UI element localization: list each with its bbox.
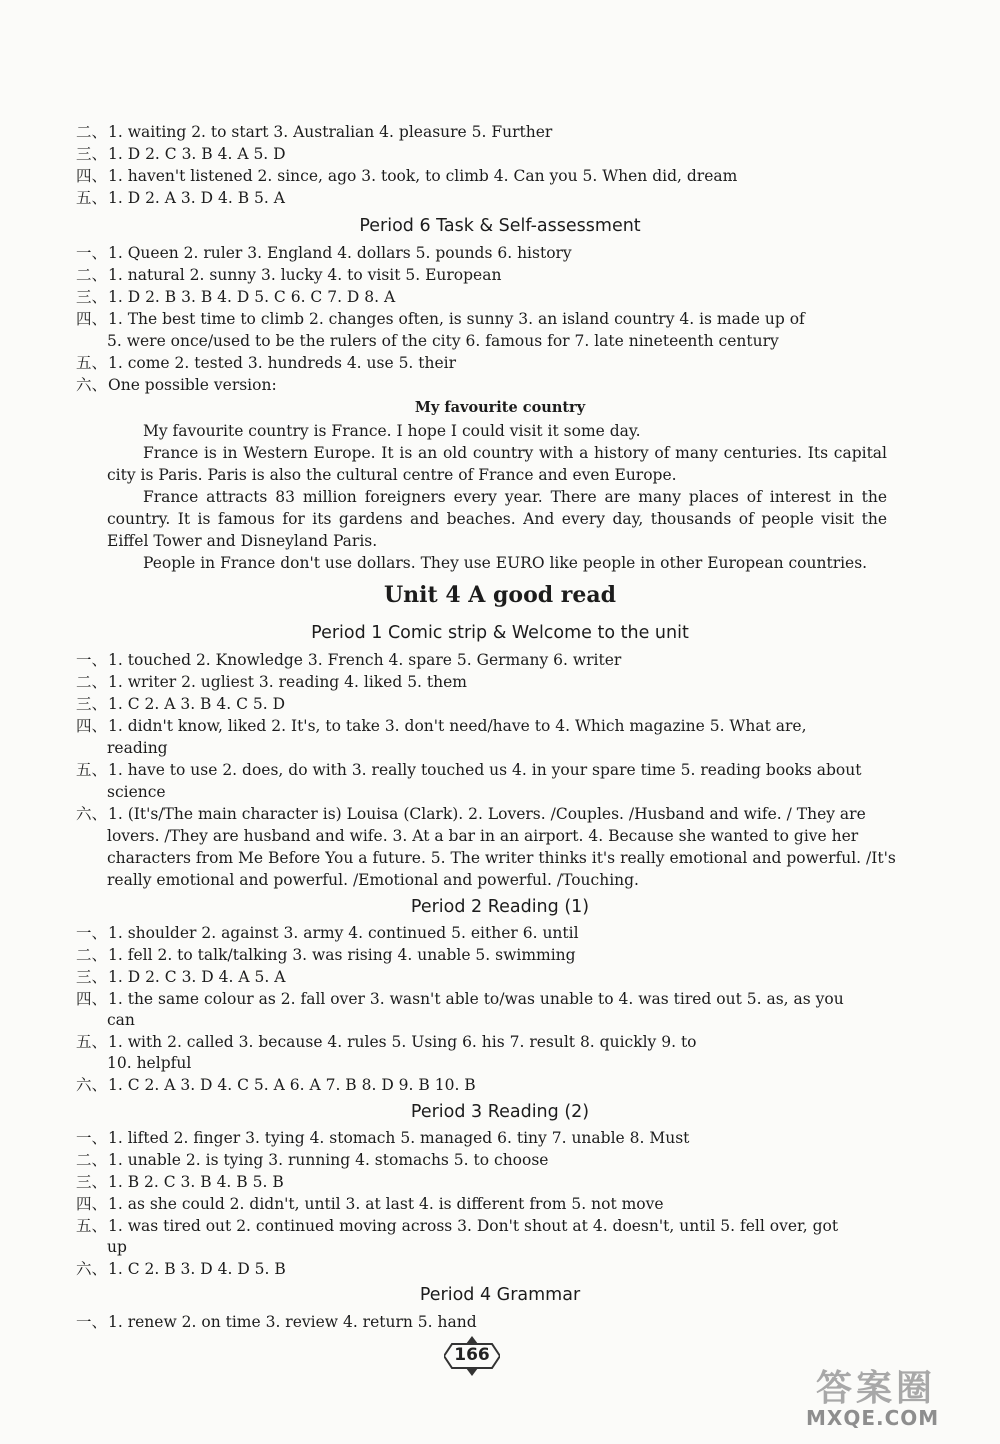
answer-line: 六、1. (It's/The main character is) Louisa (Clark). 2. Lovers. /Couples. /Husband and wife. / They are bbox=[76, 805, 866, 823]
answer-line: 四、1. as she could 2. didn't, until 3. at last 4. is different from 5. not move bbox=[76, 1195, 664, 1213]
page-number: 166 bbox=[454, 1345, 490, 1365]
answer-line: 四、1. The best time to climb 2. changes often, is sunny 3. an island country 4. is made up of bbox=[76, 310, 805, 328]
answer-line-continued: 10. helpful bbox=[107, 1054, 192, 1072]
answer-line: 一、1. renew 2. on time 3. review 4. return 5. hand bbox=[76, 1313, 477, 1331]
answer-line: 二、1. waiting 2. to start 3. Australian 4. pleasure 5. Further bbox=[76, 123, 553, 141]
answer-line: 六、One possible version: bbox=[76, 376, 277, 394]
period-heading: Period 2 Reading (1) bbox=[410, 897, 590, 917]
answer-line: 二、1. unable 2. is tying 3. running 4. stomachs 5. to choose bbox=[76, 1151, 549, 1169]
answer-line: 五、1. have to use 2. does, do with 3. really touched us 4. in your spare time 5. reading books about bbox=[76, 761, 862, 779]
watermark-text: 答案圈 bbox=[816, 1368, 937, 1409]
essay-paragraph: France is in Western Europe. It is an old country with a history of many centuries. Its capital city is Paris. Paris is also the cultural centre of France and even Europe. bbox=[107, 444, 887, 484]
answer-line: 五、1. with 2. called 3. because 4. rules 5. Using 6. his 7. result 8. quickly 9. to bbox=[76, 1033, 697, 1051]
answer-line-continued: characters from Me Before You a future. 5. The writer thinks it's really emotional and powerful. /It's bbox=[107, 849, 896, 867]
answer-line: 六、1. C 2. B 3. D 4. D 5. B bbox=[76, 1260, 286, 1278]
answer-line: 六、1. C 2. A 3. D 4. C 5. A 6. A 7. B 8. D 9. B 10. B bbox=[76, 1076, 476, 1094]
answer-line-continued: up bbox=[107, 1238, 127, 1256]
period-heading: Period 1 Comic strip & Welcome to the unit bbox=[311, 623, 689, 643]
answer-line-continued: can bbox=[107, 1011, 135, 1029]
answer-line: 二、1. writer 2. ugliest 3. reading 4. liked 5. them bbox=[76, 673, 467, 691]
watermark-url: MXQE.COM bbox=[806, 1406, 940, 1430]
period-heading: Period 4 Grammar bbox=[419, 1285, 581, 1305]
answer-line: 三、1. D 2. C 3. B 4. A 5. D bbox=[76, 145, 286, 163]
answer-line-continued: lovers. /They are husband and wife. 3. At a bar in an airport. 4. Because she wanted to give her bbox=[107, 827, 859, 845]
answer-line: 四、1. haven't listened 2. since, ago 3. took, to climb 4. Can you 5. When did, dream bbox=[76, 167, 738, 185]
essay-title: My favourite country bbox=[414, 399, 586, 416]
answer-line: 四、1. the same colour as 2. fall over 3. wasn't able to/was unable to 4. was tired out 5. as, as you bbox=[76, 990, 844, 1008]
essay-paragraph: France attracts 83 million foreigners every year. There are many places of interest in the country. It is famous for its gardens and beaches. And every day, thousands of people visit the Eiffel Tower and Disneyland Paris. bbox=[107, 488, 887, 550]
period-heading: Period 3 Reading (2) bbox=[410, 1102, 590, 1122]
unit-heading: Unit 4 A good read bbox=[383, 582, 617, 608]
answer-line: 五、1. come 2. tested 3. hundreds 4. use 5. their bbox=[76, 354, 457, 372]
answer-line: 一、1. touched 2. Knowledge 3. French 4. spare 5. Germany 6. writer bbox=[76, 651, 622, 669]
answer-line: 三、1. D 2. B 3. B 4. D 5. C 6. C 7. D 8. A bbox=[76, 288, 396, 306]
answer-line-continued: 5. were once/used to be the rulers of the city 6. famous for 7. late nineteenth century bbox=[107, 332, 779, 350]
answer-line-continued: science bbox=[107, 783, 166, 801]
answer-line: 一、1. shoulder 2. against 3. army 4. continued 5. either 6. until bbox=[76, 924, 579, 942]
answer-line: 一、1. lifted 2. finger 3. tying 4. stomach 5. managed 6. tiny 7. unable 8. Must bbox=[76, 1129, 690, 1147]
answer-line-continued: really emotional and powerful. /Emotional and powerful. /Touching. bbox=[107, 871, 639, 889]
essay-paragraph: My favourite country is France. I hope I could visit it some day. bbox=[143, 422, 641, 440]
answer-line-continued: reading bbox=[107, 739, 168, 757]
answer-line: 三、1. B 2. C 3. B 4. B 5. B bbox=[76, 1173, 284, 1191]
answer-line: 五、1. D 2. A 3. D 4. B 5. A bbox=[76, 189, 285, 207]
essay-paragraph: People in France don't use dollars. They use EURO like people in other European countries. bbox=[143, 554, 868, 572]
answer-line: 五、1. was tired out 2. continued moving across 3. Don't shout at 4. doesn't, until 5. fell over, got bbox=[76, 1217, 839, 1235]
watermark-logo bbox=[800, 1360, 992, 1436]
answer-line: 二、1. fell 2. to talk/talking 3. was rising 4. unable 5. swimming bbox=[76, 946, 576, 964]
answer-line: 二、1. natural 2. sunny 3. lucky 4. to visit 5. European bbox=[76, 266, 502, 284]
answer-line: 一、1. Queen 2. ruler 3. England 4. dollars 5. pounds 6. history bbox=[76, 244, 572, 262]
answer-line: 四、1. didn't know, liked 2. It's, to take 3. don't need/have to 4. Which magazine 5. What are, bbox=[76, 717, 807, 735]
page-number-badge bbox=[444, 1334, 500, 1378]
answer-line: 三、1. C 2. A 3. B 4. C 5. D bbox=[76, 695, 286, 713]
essay-body bbox=[107, 420, 887, 574]
period-heading: Period 6 Task & Self-assessment bbox=[359, 216, 641, 236]
answer-line: 三、1. D 2. C 3. D 4. A 5. A bbox=[76, 968, 286, 986]
